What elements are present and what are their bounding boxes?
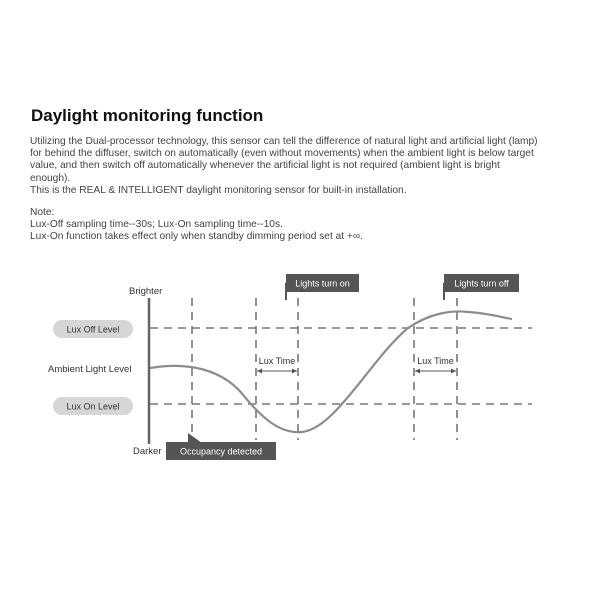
description-line: enough). — [30, 172, 71, 184]
lux-off-level-label: Lux Off Level — [66, 324, 120, 335]
lux-time-label: Lux Time — [417, 356, 454, 366]
description-line: for behind the diffuser, switch on automatically (even without movements) when the ambient light is below target — [30, 148, 534, 160]
lux-time-bracket-2 — [415, 369, 456, 374]
description-line: value, and then switch off automatically whenever the artificial light is not required (ambient light is bright — [30, 160, 500, 172]
note-heading: Note: — [30, 207, 55, 218]
brighter-label: Brighter — [129, 286, 163, 297]
ambient-light-label: Ambient Light Level — [48, 364, 132, 375]
lights-turn-on-label: Lights turn on — [295, 278, 350, 289]
lux-time-label: Lux Time — [258, 356, 296, 366]
occupancy-detected-label: Occupancy detected — [179, 446, 263, 457]
lux-time-bracket-1 — [257, 369, 297, 374]
page-title: Daylight monitoring function — [31, 106, 264, 125]
note-line: Lux-On function takes effect only when standby dimming period set at +∞. — [30, 231, 363, 243]
darker-label: Darker — [133, 446, 162, 457]
note-line: Lux-Off sampling time--30s; Lux-On sampling time--10s. — [30, 219, 283, 231]
description-line: Utilizing the Dual-processor technology, this sensor can tell the difference of natural light and artificial light (lamp) — [30, 136, 538, 147]
lux-on-level-label: Lux On Level — [66, 401, 120, 412]
description-line: This is the REAL & INTELLIGENT daylight monitoring sensor for built-in installation. — [30, 184, 407, 196]
lights-turn-off-label: Lights turn off — [454, 278, 509, 289]
